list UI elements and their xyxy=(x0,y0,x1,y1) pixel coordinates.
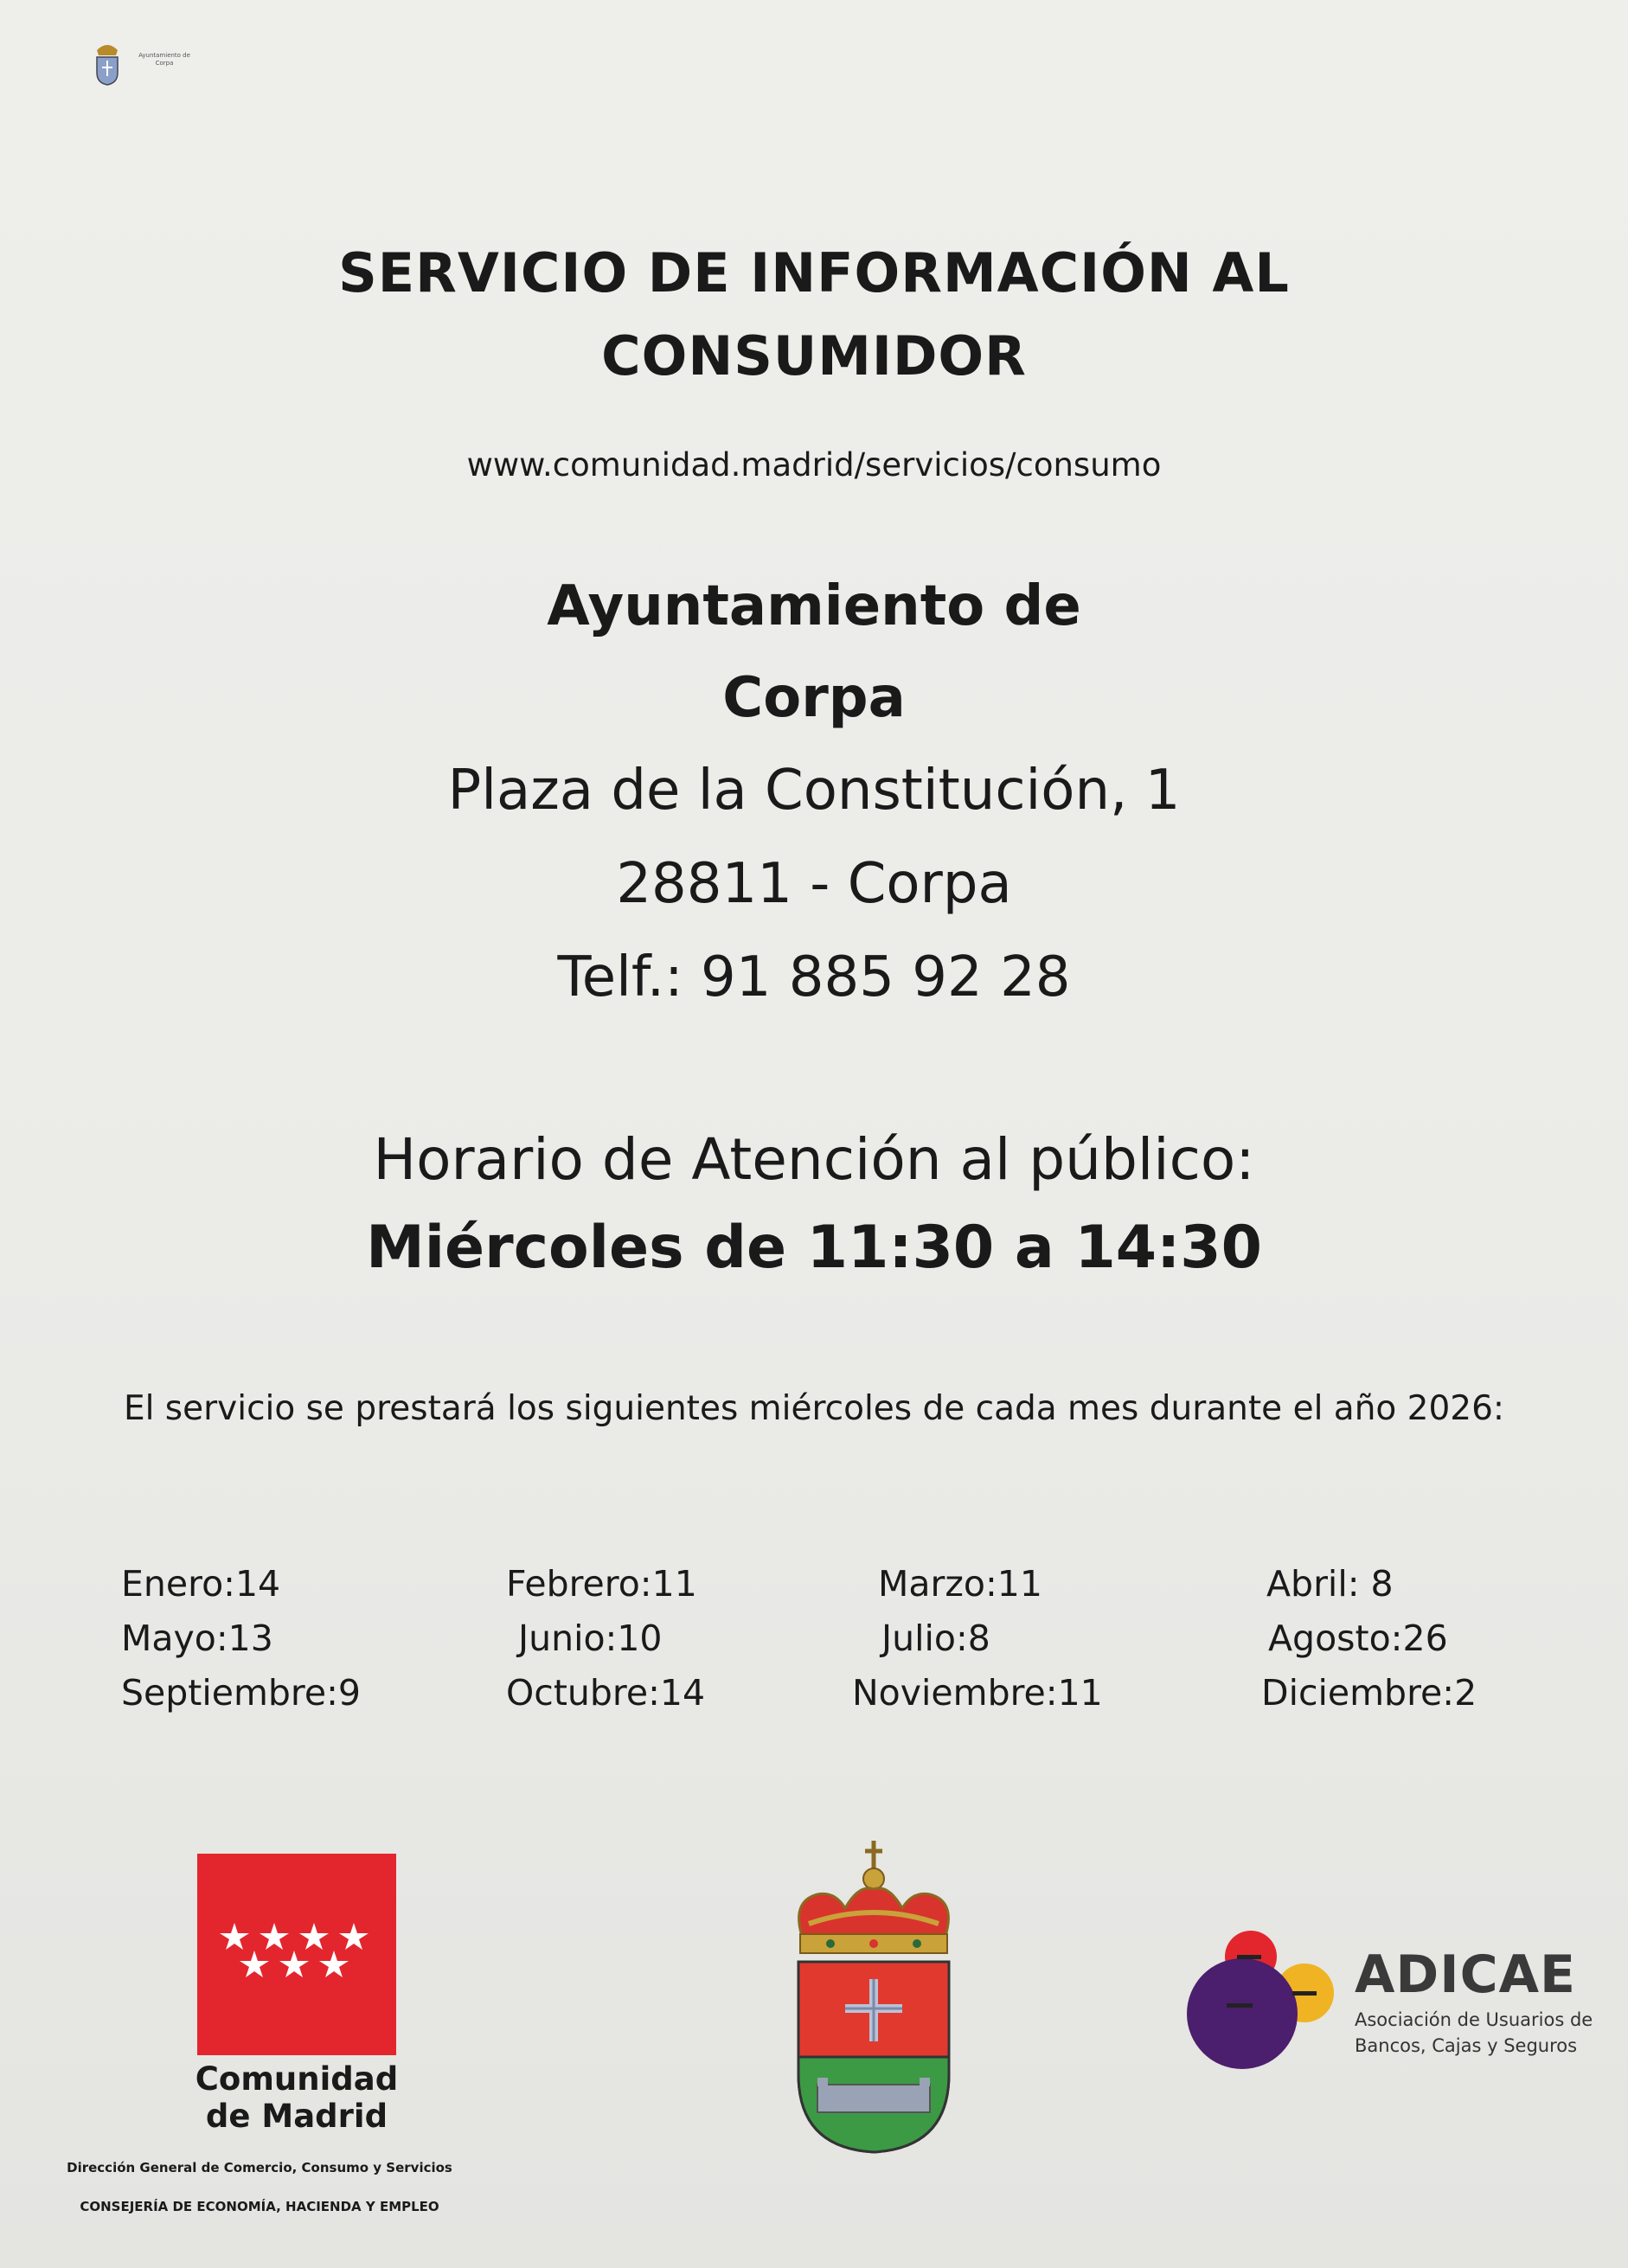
month-date: Mayo:13 xyxy=(121,1618,273,1659)
adicae-name: ADICAE xyxy=(1355,1944,1577,2005)
adicae-sub-line-1: Asociación de Usuarios de xyxy=(1355,2009,1593,2030)
schedule-hours: Miércoles de 11:30 a 14:30 xyxy=(366,1214,1262,1282)
star-icon xyxy=(220,1923,249,1950)
header-logo-caption: Ayuntamiento de Corpa xyxy=(138,52,190,67)
adicae-purple-circle xyxy=(1187,1958,1298,2069)
month-date: Septiembre:9 xyxy=(121,1672,362,1714)
star-icon xyxy=(240,1951,269,1977)
star-icon xyxy=(299,1923,329,1950)
coat-of-arms-icon xyxy=(92,38,123,86)
month-date: Agosto:26 xyxy=(1268,1618,1448,1659)
website-url: www.comunidad.madrid/servicios/consumo xyxy=(466,446,1162,484)
month-dates-grid xyxy=(0,1557,1628,1747)
schedule-block xyxy=(0,1116,1628,1292)
address-block xyxy=(0,744,1628,1024)
month-date: Junio:10 xyxy=(518,1618,663,1659)
adicae-sub-line-2: Bancos, Cajas y Seguros xyxy=(1355,2035,1578,2056)
department-line-2: CONSEJERÍA DE ECONOMÍA, HACIENDA Y EMPLEO xyxy=(80,2199,439,2214)
month-column-4 xyxy=(1261,1557,1477,1720)
comunidad-madrid-logo xyxy=(197,1854,396,2055)
office-name xyxy=(0,561,1628,744)
service-note-text: El servicio se prestará los siguientes miércoles de cada mes durante el año 2026: xyxy=(123,1389,1505,1428)
adicae-logo-icon xyxy=(1185,1920,1341,2076)
star-icon xyxy=(339,1923,369,1950)
month-column-2 xyxy=(506,1557,705,1720)
comunidad-line-1: Comunidad xyxy=(195,2060,399,2098)
street-address: Plaza de la Constitución, 1 xyxy=(447,759,1181,823)
service-note xyxy=(0,1375,1628,1443)
month-date: Abril: 8 xyxy=(1266,1563,1394,1605)
month-date: Octubre:14 xyxy=(506,1672,706,1714)
corpa-coat-of-arms-icon xyxy=(783,1841,965,2161)
comunidad-line-2: de Madrid xyxy=(205,2098,388,2135)
comunidad-madrid-name xyxy=(150,2060,444,2135)
month-date: Enero:14 xyxy=(121,1563,281,1605)
office-line-1: Ayuntamiento de xyxy=(547,574,1081,638)
star-icon xyxy=(319,1951,349,1977)
month-date: Diciembre:2 xyxy=(1261,1672,1477,1714)
office-line-2: Corpa xyxy=(722,666,906,730)
star-icon xyxy=(260,1923,289,1950)
month-date: Noviembre:11 xyxy=(852,1672,1103,1714)
page-title xyxy=(0,232,1628,398)
month-column-1 xyxy=(121,1557,361,1720)
month-column-3 xyxy=(852,1557,1103,1720)
city-address: 28811 - Corpa xyxy=(616,852,1012,916)
phone-number: Telf.: 91 885 92 28 xyxy=(557,945,1071,1009)
title-line-2: CONSUMIDOR xyxy=(601,324,1027,388)
schedule-label: Horario de Atención al público: xyxy=(373,1126,1255,1193)
month-date: Marzo:11 xyxy=(878,1563,1042,1605)
stars-icon xyxy=(197,1854,396,2055)
adicae-subtitle xyxy=(1355,2007,1593,2059)
department-line-1: Dirección General de Comercio, Consumo y Servicios xyxy=(67,2160,452,2175)
star-icon xyxy=(279,1951,309,1977)
title-line-1: SERVICIO DE INFORMACIÓN AL xyxy=(338,241,1290,304)
month-date: Febrero:11 xyxy=(506,1563,697,1605)
month-date: Julio:8 xyxy=(881,1618,990,1659)
